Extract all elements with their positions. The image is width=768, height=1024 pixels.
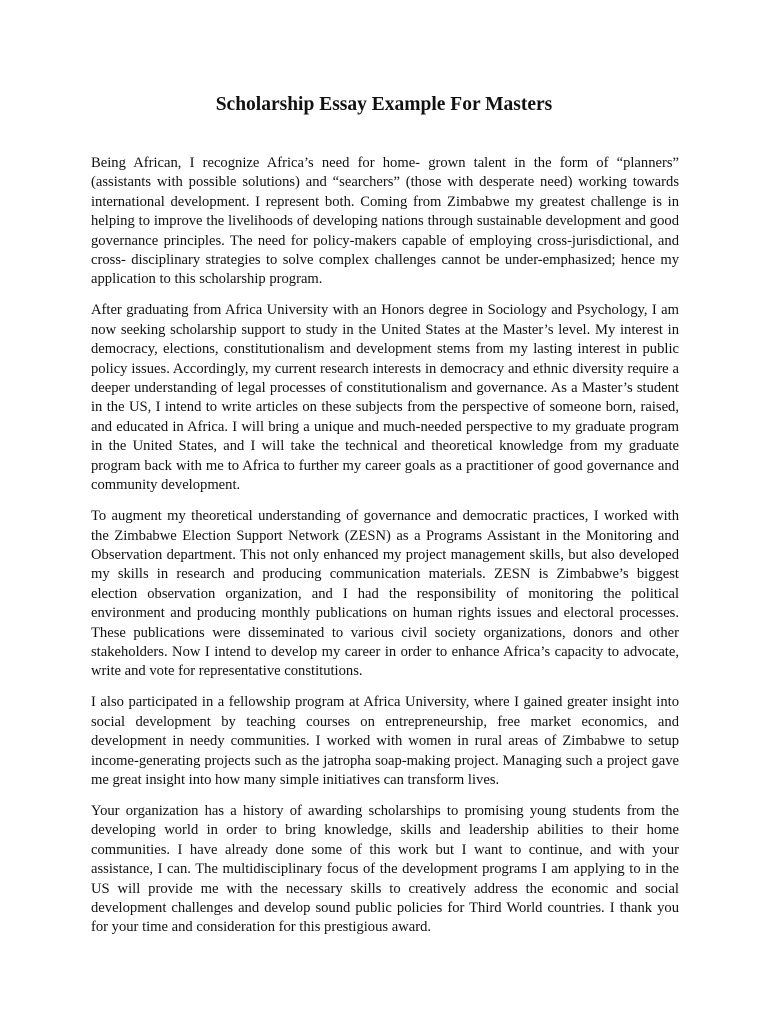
paragraph-education: After graduating from Africa University with an Honors degree in Sociology and Psychology, I am now seeking scholarship support to study in the United States at the Master’s level. My interest in democracy, elections, constitutionalism and development stems from my lasting interest in public policy issues. Accordingly, my current research interests in democracy and ethnic diversity require a deeper understanding of legal processes of constitutionalism and governance. As a Master’s student in the US, I intend to write articles on these subjects from the perspective of someone born, raised, and educated in Africa. I will bring a unique and much-needed perspective to my graduate program in the United States, and I will take the technical and theoretical knowledge from my graduate program back with me to Africa to further my career goals as a practitioner of good governance and community development.: [91, 302, 679, 494]
document-title: Scholarship Essay Example For Masters: [215, 94, 553, 115]
paragraph-introduction: Being African, I recognize Africa’s need for home- grown talent in the form of “planners” (assistants with possible solutions) and “searchers” (those with desperate need) working towards international development. I represent both. Coming from Zimbabwe my greatest challenge is in helping to improve the livelihoods of developing nations through sustainable development and good governance principles. The need for policy-makers capable of employing cross-jurisdictional, and cross- disciplinary strategies to solve complex challenges cannot be under-emphasized; hence my application to this scholarship program.: [91, 155, 679, 288]
paragraph-conclusion: Your organization has a history of awarding scholarships to promising young students from the developing world in order to bring knowledge, skills and leadership abilities to their home communities. I have already done some of this work but I want to continue, and with your assistance, I can. The multidisciplinary focus of the development programs I am applying to in the US will provide me with the necessary skills to creatively address the economic and social development challenges and develop sound public policies for Third World countries. I thank you for your time and consideration for this prestigious award.: [91, 802, 679, 936]
essay-body: [91, 154, 679, 949]
paragraph-fellowship: I also participated in a fellowship program at Africa University, where I gained greater insight into social development by teaching courses on entrepreneurship, free market economics, and development in needy communities. I worked with women in rural areas of Zimbabwe to setup income-generating projects such as the jatropha soap-making project. Managing such a project gave me great insight into how many simple initiatives can transform lives.: [91, 694, 679, 788]
paragraph-work-experience: To augment my theoretical understanding of governance and democratic practices, I worked with the Zimbabwe Election Support Network (ZESN) as a Programs Assistant in the Monitoring and Observation department. This not only enhanced my project management skills, but also developed my skills in research and producing communication materials. ZESN is Zimbabwe’s biggest election observation organization, and I had the responsibility of monitoring the political environment and producing monthly publications on human rights issues and electoral processes. These publications were disseminated to various civil society organizations, donors and other stakeholders. Now I intend to develop my career in order to enhance Africa’s capacity to advocate, write and vote for representative constitutions.: [91, 508, 679, 680]
